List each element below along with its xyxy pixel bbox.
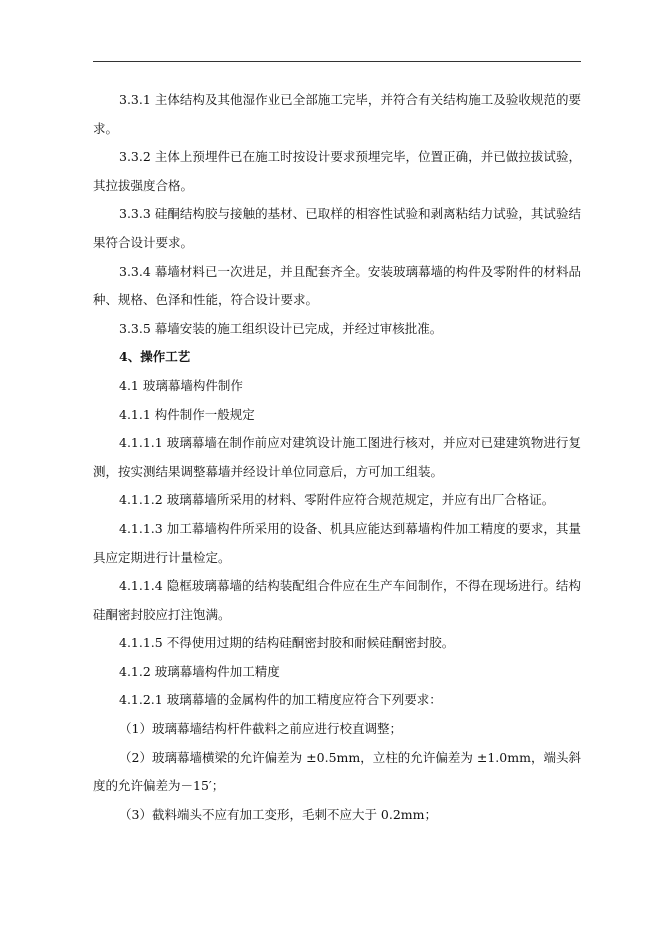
paragraph-3-3-1: 3.3.1 主体结构及其他湿作业已全部施工完毕，并符合有关结构施工及验收规范的要求。 <box>93 92 581 136</box>
section-heading-4: 4、操作工艺 <box>119 349 191 365</box>
paragraph-4-1-2: 4.1.2 玻璃幕墙构件加工精度 <box>119 663 280 679</box>
list-item-2: （2）玻璃幕墙横梁的允许偏差为 ±0.5mm，立柱的允许偏差为 ±1.0mm，端头斜度的允许偏差为－15′； <box>93 749 581 794</box>
paragraph-3-3-2: 3.3.2 主体上预埋件已在施工时按设计要求预埋完毕，位置正确，并已做拉拔试验，其拉拔强度合格。 <box>93 149 581 193</box>
paragraph-4-1-1-4: 4.1.1.4 隐框玻璃幕墙的结构装配组合件应在生产车间制作，不得在现场进行。结构硅酮密封胶应打注饱满。 <box>93 578 581 622</box>
document-body <box>93 86 581 829</box>
paragraph-4-1: 4.1 玻璃幕墙构件制作 <box>119 377 243 393</box>
paragraph-4-1-1-2: 4.1.1.2 玻璃幕墙所采用的材料、零附件应符合规范规定，并应有出厂合格证。 <box>119 492 555 508</box>
paragraph-4-1-2-1: 4.1.2.1 玻璃幕墙的金属构件的加工精度应符合下列要求： <box>119 692 442 708</box>
paragraph-4-1-1-1: 4.1.1.1 玻璃幕墙在制作前应对建筑设计施工图进行核对，并应对已建建筑物进行复测，按实测结果调整幕墙并经设计单位同意后，方可加工组装。 <box>93 435 581 479</box>
paragraph-3-3-4: 3.3.4 幕墙材料已一次进足，并且配套齐全。安装玻璃幕墙的构件及零附件的材料品种、规格、色泽和性能，符合设计要求。 <box>93 263 581 308</box>
paragraph-4-1-1-5: 4.1.1.5 不得使用过期的结构硅酮密封胶和耐候硅酮密封胶。 <box>119 635 455 651</box>
paragraph-4-1-1-3: 4.1.1.3 加工幕墙构件所采用的设备、机具应能达到幕墙构件加工精度的要求，其量具应定期进行计量检定。 <box>93 520 581 565</box>
paragraph-3-3-3: 3.3.3 硅酮结构胶与接触的基材、已取样的相容性试验和剥离粘结力试验，其试验结果符合设计要求。 <box>93 206 581 250</box>
header-rule <box>93 61 581 62</box>
paragraph-4-1-1: 4.1.1 构件制作一般规定 <box>119 406 255 422</box>
list-item-3: （3）截料端头不应有加工变形，毛刺不应大于 0.2mm； <box>119 806 438 822</box>
list-item-1: （1）玻璃幕墙结构杆件截料之前应进行校直调整； <box>119 721 402 737</box>
paragraph-3-3-5: 3.3.5 幕墙安装的施工组织设计已完成，并经过审核批准。 <box>119 320 443 336</box>
